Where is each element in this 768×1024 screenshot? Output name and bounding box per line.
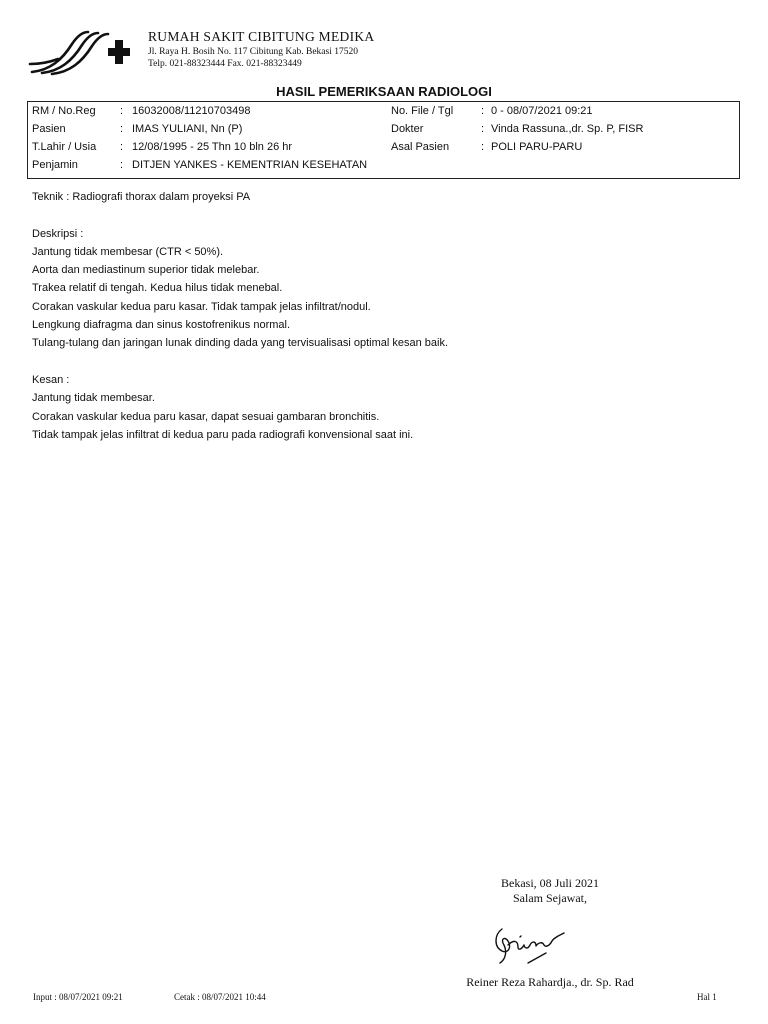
info-value: POLI PARU-PARU [491, 141, 583, 153]
info-label: Penjamin [32, 159, 78, 171]
info-value: 0 - 08/07/2021 09:21 [491, 105, 593, 117]
description-line: Aorta dan mediastinum superior tidak melebar. [32, 264, 260, 277]
description-line: Jantung tidak membesar (CTR < 50%). [32, 245, 224, 258]
impression-line: Corakan vaskular kedua paru kasar, dapat sesuai gambaran bronchitis. [32, 410, 380, 423]
info-separator: : [120, 141, 124, 153]
description-line: Lengkung diafragma dan sinus kostofrenikus normal. [32, 319, 291, 332]
description-heading: Deskripsi : [32, 227, 84, 240]
signer-name: Reiner Reza Rahardja., dr. Sp. Rad [466, 975, 634, 989]
impression-line: Tidak tampak jelas infiltrat di kedua paru pada radiografi konvensional saat ini. [32, 428, 414, 441]
patient-info-box [27, 101, 740, 179]
info-value: 12/08/1995 - 25 Thn 10 bln 26 hr [132, 141, 293, 153]
footer-page-number: Hal 1 [697, 992, 717, 1002]
info-label: Dokter [391, 123, 424, 135]
description-line: Trakea relatif di tengah. Kedua hilus tidak menebal. [32, 282, 283, 295]
report-body [32, 188, 732, 444]
info-value: 16032008/11210703498 [132, 105, 251, 117]
closing-block [455, 876, 645, 906]
info-label: No. File / Tgl [391, 105, 454, 117]
greeting: Salam Sejawat, [513, 891, 587, 905]
info-value: Vinda Rassuna.,dr. Sp. P, FISR [491, 123, 644, 135]
info-separator: : [481, 123, 485, 135]
info-label: Pasien [32, 123, 66, 135]
info-separator: : [481, 141, 485, 153]
info-label: Asal Pasien [391, 141, 450, 153]
hospital-phone-fax: Telp. 021-88323444 Fax. 021-88323449 [148, 59, 302, 69]
info-separator: : [120, 123, 124, 135]
hospital-logo-icon [28, 26, 136, 80]
info-separator: : [120, 159, 124, 171]
info-label: RM / No.Reg [32, 105, 96, 117]
technique-line: Teknik : Radiografi thorax dalam proyeksi PA [32, 191, 251, 203]
document-title: HASIL PEMERIKSAAN RADIOLOGI [276, 84, 492, 99]
description-line: Tulang-tulang dan jaringan lunak dinding dada yang tervisualisasi optimal kesan baik. [32, 337, 449, 350]
hospital-address: Jl. Raya H. Bosih No. 117 Cibitung Kab. Bekasi 17520 [148, 47, 358, 57]
footer-print-time: Cetak : 08/07/2021 10:44 [174, 992, 266, 1002]
info-label: T.Lahir / Usia [32, 141, 97, 153]
place-date: Bekasi, 08 Juli 2021 [501, 876, 599, 890]
info-value: DITJEN YANKES - KEMENTRIAN KESEHATAN [132, 159, 368, 171]
info-separator: : [481, 105, 485, 117]
info-value: IMAS YULIANI, Nn (P) [132, 123, 243, 135]
hospital-name: RUMAH SAKIT CIBITUNG MEDIKA [148, 29, 375, 44]
footer-input-time: Input : 08/07/2021 09:21 [33, 992, 123, 1002]
description-line: Corakan vaskular kedua paru kasar. Tidak tampak jelas infiltrat/nodul. [32, 300, 371, 313]
impression-line: Jantung tidak membesar. [32, 392, 155, 405]
signature-icon [488, 921, 578, 969]
info-separator: : [120, 105, 124, 117]
impression-heading: Kesan : [32, 373, 70, 386]
